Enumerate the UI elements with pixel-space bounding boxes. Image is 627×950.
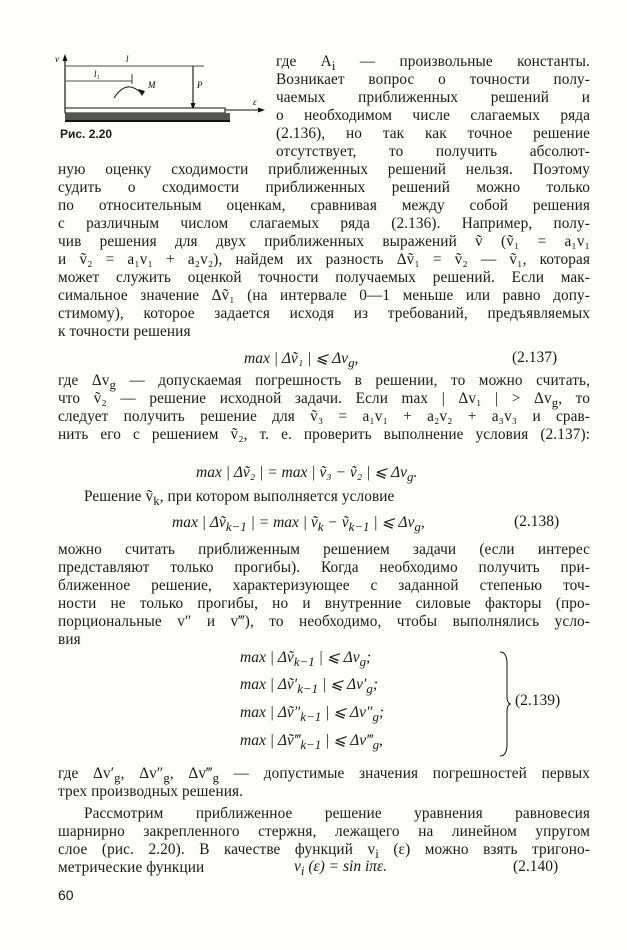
beam bbox=[65, 108, 225, 113]
fig-label-m: M bbox=[148, 80, 156, 90]
text-line: может служить оценкой точности получаемых решений. Если мак- bbox=[58, 269, 590, 286]
text-line: где $A_i$ — произвольные константы. bbox=[276, 53, 590, 74]
text-line: чаемых приближенных решений и bbox=[276, 89, 590, 106]
equation-2-139-d: max | $\Delta ṽ‴_{k-1}$ | ⩽ $\Delta v‴_g$, bbox=[240, 732, 383, 753]
equation-2-138: max | Δṽ$_{k-1}$ | = max | ṽ$_k$ − ṽ$_{k-1}$ | ⩽ $\Delta v_g$, bbox=[172, 514, 425, 535]
text-line: следует получить решение для ṽ₃ = a₁v₁ + a₂v₂ + a₃v₃ и срав- bbox=[58, 408, 590, 425]
text-line: Решение ṽ$_k$, при котором выполняется условие bbox=[84, 488, 395, 509]
text-line: по относительным оценкам, сравнивая между собой решения bbox=[58, 197, 590, 214]
text-line: с различным числом слагаемых ряда (2.136). Например, полу- bbox=[58, 215, 590, 232]
text-line: (2.136), но так как точное решение bbox=[276, 125, 590, 142]
text-line: чив решения для двух приближенных выражений ṽ (ṽ₁ = a₁v₁ bbox=[58, 233, 590, 250]
text-line: вия bbox=[58, 631, 81, 648]
fig-label-eps: ε bbox=[253, 97, 257, 107]
equation-2-137: max | Δṽ₁ | ⩽ $\Delta v_g$, bbox=[244, 350, 359, 371]
text-line: и ṽ₂ = a₁v₁ + a₂v₂), найдем их разность Δṽ₁ = ṽ₂ — ṽ₁, которая bbox=[58, 251, 590, 268]
equation-number-2-140: (2.140) bbox=[513, 858, 559, 875]
text-line: Возникает вопрос о точности полу- bbox=[276, 71, 590, 88]
text-line: нить его с решением ṽ₂, т. е. проверить выполнение условия (2.137): bbox=[58, 426, 590, 443]
equation-number-2-137: (2.137) bbox=[512, 349, 558, 366]
elastic-layer bbox=[65, 113, 230, 121]
text-line: Рассмотрим приближенное решение уравнения равновесия bbox=[84, 805, 590, 822]
text-line: ную оценку сходимости приближенных решений нельзя. Поэтому bbox=[58, 161, 590, 178]
text-line: трех производных решения. bbox=[58, 783, 244, 800]
equation-2-140: $v_i$ (ε) = sin iπε. bbox=[294, 858, 388, 879]
text-line: к точности решения bbox=[58, 323, 191, 340]
text-line: ближенное решение, характеризующее с заданной степенью точ- bbox=[58, 577, 590, 594]
text-line: слое (рис. 2.20). В качестве функций $v_i$ (ε) можно взять тригоно- bbox=[58, 841, 590, 862]
equation-number-2-139: (2.139) bbox=[515, 692, 561, 709]
text-line: судить о сходимости приближенных решений можно только bbox=[58, 179, 590, 196]
equation-2-139-c: max | $\Delta ṽ''_{k-1}$ | ⩽ $\Delta v''_g$; bbox=[240, 704, 385, 725]
text-line: о необходимом числе слагаемых ряда bbox=[276, 107, 590, 124]
text-line: можно считать приближенным решением задачи (если интерес bbox=[58, 541, 590, 558]
fig-label-l: l bbox=[126, 54, 129, 64]
text-line: симальное значение Δṽ₁ (на интервале 0—1 меньше или равно допу- bbox=[58, 287, 590, 304]
equation-2-139-a: max | Δṽ$_{k-1}$ | ⩽ $\Delta v_g$; bbox=[240, 649, 372, 670]
text-line: где $\Delta v'_g$, $\Delta v''_g$, $\Delta v‴_g$ — допустимые значения погрешностей первых bbox=[58, 765, 590, 786]
fig-label-l1: l₁ bbox=[94, 69, 100, 79]
text-line: где $\Delta v_g$ — допускаемая погрешность в решении, то можно считать, bbox=[58, 372, 590, 393]
equation-brace bbox=[498, 650, 512, 758]
text-line: что ṽ₂ — решение исходной задачи. Если max | Δv₁ | > $\Delta v_g$, то bbox=[58, 390, 590, 411]
text-line: ности не только прогибы, но и внутренние силовые факторы (про- bbox=[58, 595, 590, 612]
v-axis-arrow bbox=[63, 54, 68, 61]
moment-arc bbox=[114, 87, 142, 98]
figure-caption: Рис. 2.20 bbox=[60, 127, 113, 141]
text-line: метрические функции bbox=[58, 859, 205, 876]
text-line: порциональные v″ и v‴), то необходимо, чтобы выполнялись усло- bbox=[58, 613, 590, 630]
equation-unnumbered: max | Δṽ₂ | = max | ṽ₃ − ṽ₂ | ⩽ $\Delta v_g$. bbox=[196, 464, 418, 485]
text-line: стимому), которое задается исходя из требований, предъявляемых bbox=[58, 305, 590, 322]
text-line: представляют только прогибы). Когда необходимо получить при- bbox=[58, 559, 590, 576]
moment-arrow bbox=[138, 89, 145, 96]
text-line: отсутствует, то получить абсолют- bbox=[276, 143, 590, 160]
text-line: шарнирно закрепленного стержня, лежащего на линейном упругом bbox=[58, 823, 590, 840]
fig-label-v: v bbox=[55, 54, 59, 64]
equation-number-2-138: (2.138) bbox=[514, 513, 560, 530]
equation-2-139-b: max | $\Delta ṽ'_{k-1}$ | ⩽ $\Delta v'_g$; bbox=[240, 676, 378, 697]
fig-label-p: P bbox=[197, 80, 203, 90]
eps-axis-arrow bbox=[258, 108, 265, 113]
page-number: 60 bbox=[58, 887, 74, 903]
